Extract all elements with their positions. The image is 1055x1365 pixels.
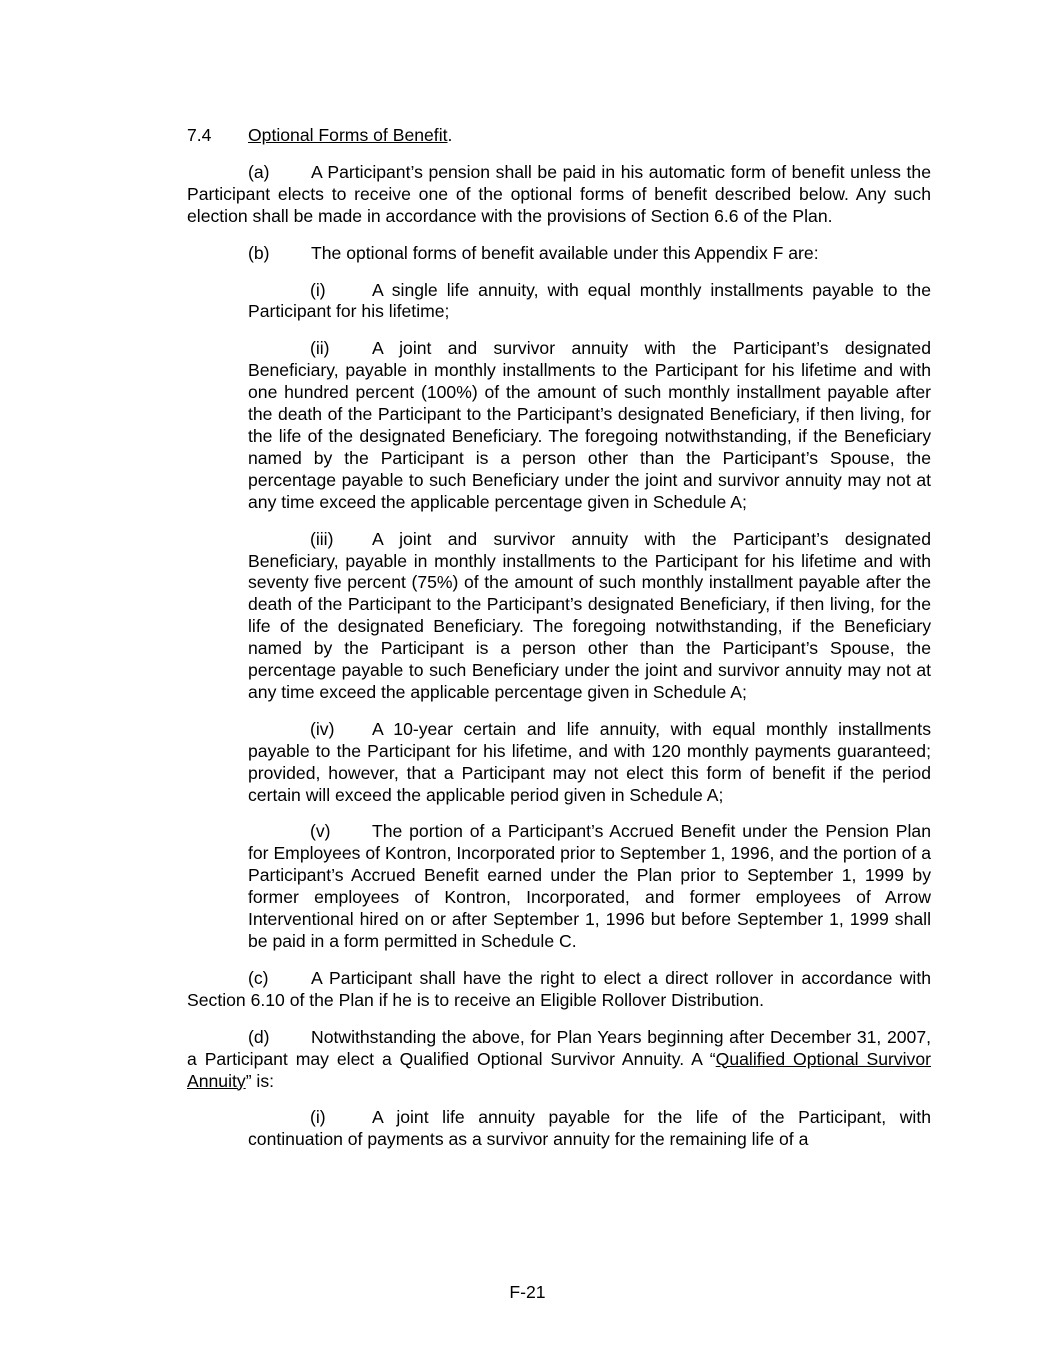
paragraph-b-iv-text: A 10-year certain and life annuity, with equal monthly installments payable to the Participant for his lifetime, and with 120 monthly payments guaranteed; provided, however, that a Participant may not elect this form of benefit if the period certain will exceed the applicable period given in Schedule A; — [248, 718, 931, 805]
paragraph-b-iii — [248, 529, 931, 704]
paragraph-b-i-label: (i) — [310, 279, 326, 300]
paragraph-b-iii-label: (iii) — [310, 528, 334, 549]
paragraph-d-text-before: Notwithstanding the above, for Plan Years beginning after December 31, 2007, a Participant may elect a Qualified Optional Survivor Annuity. A “ — [187, 1026, 931, 1069]
section-title-period: . — [447, 125, 453, 145]
paragraph-a — [187, 162, 931, 228]
document-body — [187, 125, 931, 1166]
paragraph-c-text: A Participant shall have the right to elect a direct rollover in accordance with Section 6.10 of the Plan if he is to receive an Eligible Rollover Distribution. — [187, 967, 931, 1010]
paragraph-b-v — [248, 821, 931, 952]
paragraph-d-i-text: A joint life annuity payable for the life of the Participant, with continuation of payments as a survivor annuity for the remaining life of a — [248, 1107, 931, 1150]
paragraph-b-label: (b) — [248, 242, 270, 263]
paragraph-b-ii-label: (ii) — [310, 338, 330, 359]
paragraph-d-text-after: ” is: — [245, 1070, 275, 1091]
paragraph-d-label: (d) — [248, 1026, 270, 1047]
paragraph-b-i — [248, 280, 931, 324]
paragraph-b-iii-text: A joint and survivor annuity with the Participant’s designated Beneficiary, payable in monthly installments to the Participant for his lifetime and with seventy five percent (75%) of the amount of such monthly installment payable after the death of the Participant to the Participant’s designated Beneficiary, if then living, for the life of the designated Beneficiary. The foregoing notwithstanding, if the Beneficiary named by the Participant is a person other than the Participant’s Spouse, the percentage payable to such Beneficiary under the joint and survivor annuity may not at any time exceed the applicable percentage given in Schedule A; — [248, 528, 931, 702]
paragraph-b-i-text: A single life annuity, with equal monthly installments payable to the Participant for his lifetime; — [248, 279, 931, 322]
section-heading — [187, 125, 931, 147]
paragraph-b-v-text: The portion of a Participant’s Accrued Benefit under the Pension Plan for Employees of Kontron, Incorporated prior to September 1, 1996, and the portion of a Participant’s Accrued Benefit earned under the Plan prior to September 1, 1999 by former employees of Kontron, Incorporated, and former employees of Arrow Interventional hired on or after September 1, 1996 but before September 1, 1999 shall be paid in a form permitted in Schedule C. — [248, 821, 931, 951]
page-number: F-21 — [509, 1282, 546, 1302]
paragraph-b-ii-text: A joint and survivor annuity with the Participant’s designated Beneficiary, payable in monthly installments to the Participant for his lifetime and with one hundred percent (100%) of the amount of such monthly installment payable after the death of the Participant to the Participant’s designated Beneficiary, if then living, for the life of the designated Beneficiary. The foregoing notwithstanding, if the Beneficiary named by the Participant is a person other than the Participant’s Spouse, the percentage payable to such Beneficiary under the joint and survivor annuity may not at any time exceed the applicable percentage given in Schedule A; — [248, 338, 931, 512]
section-number: 7.4 — [187, 125, 212, 145]
paragraph-b — [187, 243, 931, 265]
paragraph-c — [187, 968, 931, 1012]
paragraph-d — [187, 1027, 931, 1093]
paragraph-b-ii — [248, 338, 931, 513]
paragraph-d-i — [248, 1107, 931, 1151]
paragraph-b-text: The optional forms of benefit available under this Appendix F are: — [311, 242, 819, 263]
section-title: Optional Forms of Benefit — [248, 125, 448, 145]
paragraph-a-label: (a) — [248, 161, 270, 182]
paragraph-b-iv — [248, 719, 931, 807]
paragraph-b-v-label: (v) — [310, 821, 331, 842]
paragraph-c-label: (c) — [248, 967, 269, 988]
defined-term-qualified-optional-survivor-annuity: Qualified Optional Survivor Annuity — [187, 1048, 931, 1091]
paragraph-d-i-label: (i) — [310, 1107, 326, 1128]
paragraph-a-text: A Participant’s pension shall be paid in his automatic form of benefit unless the Participant elects to receive one of the optional forms of benefit described below. Any such election shall be made in accordance with the provisions of Section 6.6 of the Plan. — [187, 161, 931, 226]
paragraph-b-iv-label: (iv) — [310, 718, 335, 739]
